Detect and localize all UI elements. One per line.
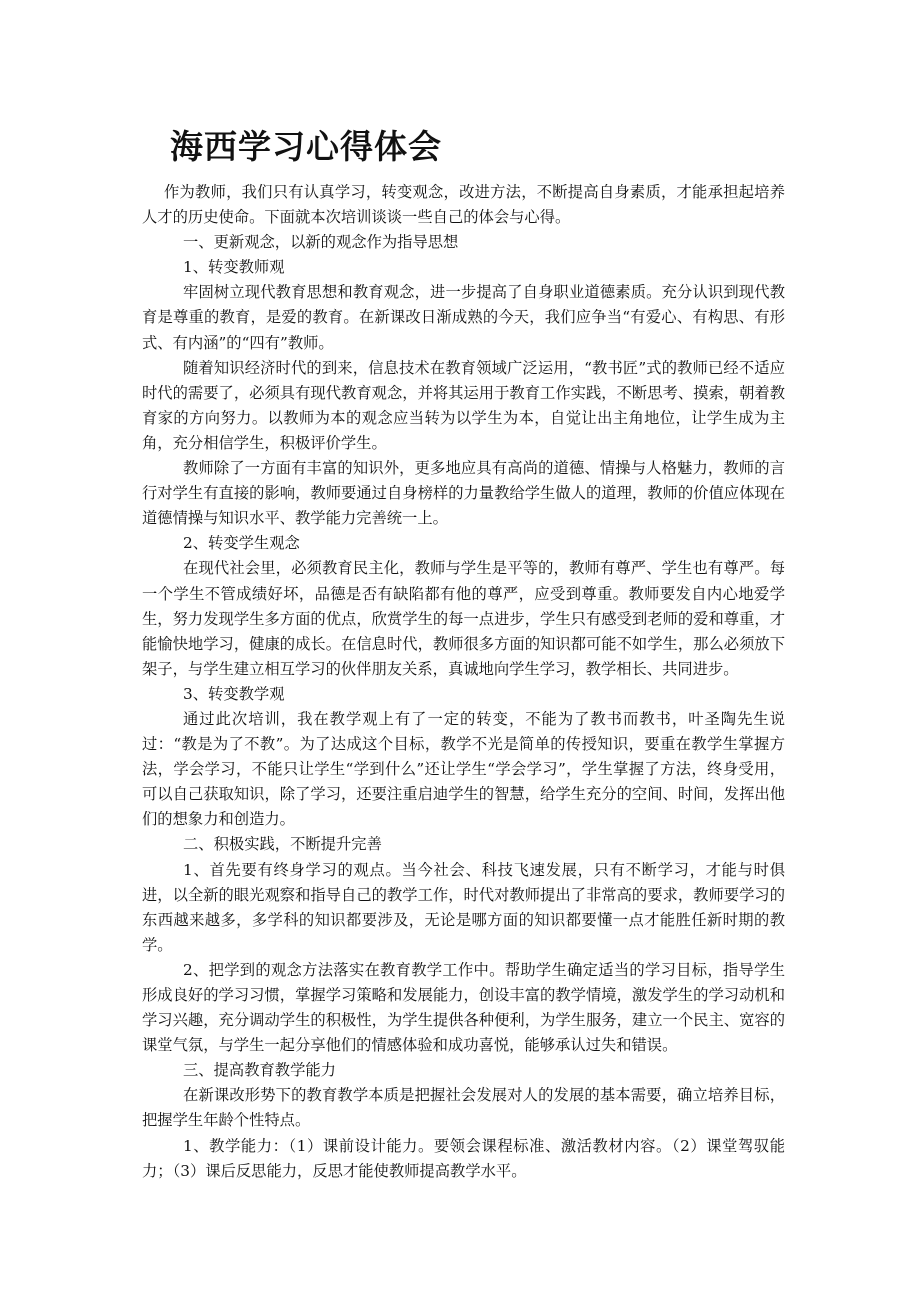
body-paragraph: 作为教师，我们只有认真学习，转变观念，改进方法，不断提高自身素质，才能承担起培养人才的历史使命。下面就本次培训谈谈一些自己的体会与心得。 <box>142 183 785 227</box>
section-heading: 三、提高教育教学能力 <box>183 1061 336 1080</box>
body-paragraph: 教师除了一方面有丰富的知识外，更多地应具有高尚的道德、情操与人格魅力，教师的言行对学生有直接的影响，教师要通过自身榜样的力量教给学生做人的道理，教师的价值应体现在道德情操与知识水平、教学能力完善统一上。 <box>142 459 785 528</box>
body-paragraph: 1、首先要有终身学习的观点。当今社会、科技飞速发展，只有不断学习，才能与时俱进，以全新的眼光观察和指导自己的教学工作，时代对教师提出了非常高的要求，教师要学习的东西越来越多，多学科的知识都要涉及，无论是哪方面的知识都要懂一点才能胜任新时期的教学。 <box>142 860 785 954</box>
section-heading: 2、转变学生观念 <box>183 534 300 553</box>
body-paragraph: 2、把学到的观念方法落实在教育教学工作中。帮助学生确定适当的学习目标，指导学生形成良好的学习习惯，掌握学习策略和发展能力，创设丰富的教学情境，激发学生的学习动机和学习兴趣，充分调动学生的积极性，为学生提供各种便利，为学生服务，建立一个民主、宽容的课堂气氛，与学生一起分享他们的情感体验和成功喜悦，能够承认过失和错误。 <box>142 960 785 1055</box>
section-heading: 1、转变教师观 <box>183 258 285 277</box>
body-paragraph: 牢固树立现代教育思想和教育观念，进一步提高了自身职业道德素质。充分认识到现代教育是尊重的教育，是爱的教育。在新课改日渐成熟的今天，我们应争当“有爱心、有构思、有形式、有内涵”的“四有”教师。 <box>142 283 785 352</box>
body-paragraph: 在现代社会里，必须教育民主化，教师与学生是平等的，教师有尊严、学生也有尊严。每一个学生不管成绩好坏，品德是否有缺陷都有他的尊严，应受到尊重。教师要发自内心地爱学生，努力发现学生多方面的优点，欣赏学生的每一点进步，学生只有感受到老师的爱和尊重，才能愉快地学习，健康的成长。在信息时代，教师很多方面的知识都可能不如学生，那么必须放下架子，与学生建立相互学习的伙伴朋友关系，真诚地向学生学习，教学相长、共同进步。 <box>142 559 785 678</box>
body-paragraph: 随着知识经济时代的到来，信息技术在教育领域广泛运用，“教书匠”式的教师已经不适应时代的需要了，必须具有现代教育观念，并将其运用于教育工作实践，不断思考、摸索，朝着教育家的方向努力。以教师为本的观念应当转为以学生为本，自觉让出主角地位，让学生成为主角，充分相信学生，积极评价学生。 <box>142 358 785 452</box>
section-heading: 一、更新观念，以新的观念作为指导思想 <box>183 233 459 252</box>
body-paragraph: 在新课改形势下的教育教学本质是把握社会发展对人的发展的基本需要，确立培养目标，把握学生年龄个性特点。 <box>142 1086 785 1130</box>
body-paragraph: 1、教学能力：（1）课前设计能力。要领会课程标准、激活教材内容。（2）课堂驾驭能力；（3）课后反思能力，反思才能使教师提高教学水平。 <box>142 1136 785 1180</box>
section-heading: 二、积极实践，不断提升完善 <box>183 835 382 854</box>
document-title: 海西学习心得体会 <box>170 127 442 166</box>
body-paragraph: 通过此次培训，我在教学观上有了一定的转变，不能为了教书而教书，叶圣陶先生说过：“教是为了不教”。为了达成这个目标，教学不光是简单的传授知识，要重在教学生掌握方法，学会学习，不能只让学生“学到什么”还让学生“学会学习”，学生掌握了方法，终身受用，可以自己获取知识，除了学习，还要注重启迪学生的智慧，给学生充分的空间、时间，发挥出他们的想象力和创造力。 <box>142 709 785 829</box>
document-body <box>142 180 785 1184</box>
section-heading: 3、转变教学观 <box>183 684 285 703</box>
